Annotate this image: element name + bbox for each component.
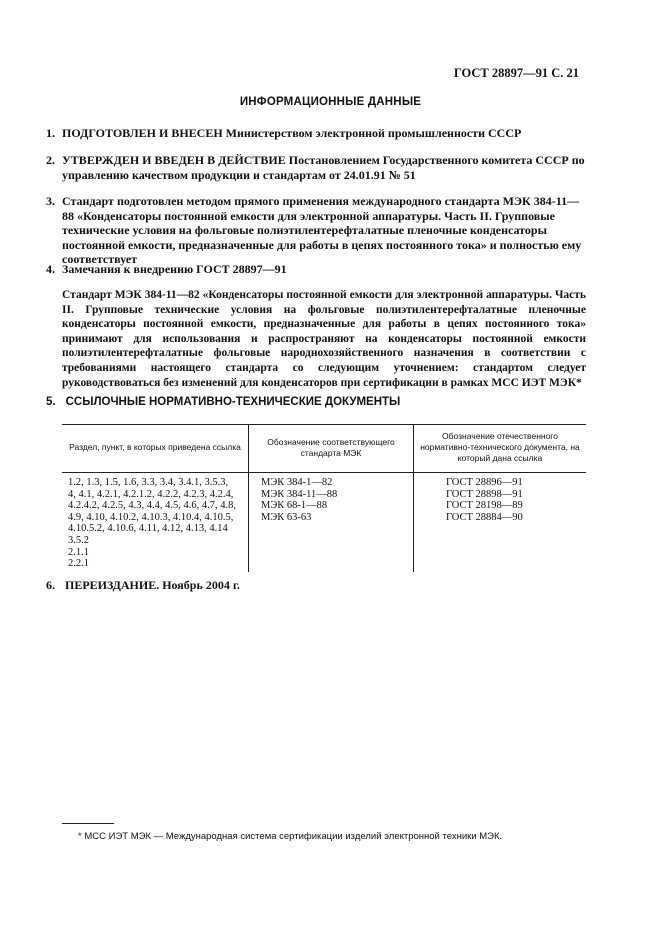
iec-refs-cell xyxy=(249,473,414,572)
item-text: Замечания к внедрению ГОСТ 28897—91 xyxy=(62,262,287,276)
table-cell-line: 2.1.1 xyxy=(68,546,89,558)
section-5-heading xyxy=(46,396,400,408)
item-number: 1. xyxy=(46,126,55,140)
column-header-gost: Обозначение отечественного нормативно-технического документа, на который дана ссылка xyxy=(414,425,587,473)
iec-ref: МЭК 63-63 xyxy=(261,511,312,523)
section-number: 5. xyxy=(46,396,56,408)
section-title: ССЫЛОЧНЫЕ НОРМАТИВНО-ТЕХНИЧЕСКИЕ ДОКУМЕНТЫ xyxy=(65,396,401,408)
section-6 xyxy=(46,578,240,593)
table-cell-line: 4, 4.1, 4.2.1, 4.2.1.2, 4.2.2, 4.2.3, 4.2.4, xyxy=(68,488,234,500)
column-header-section: Раздел, пункт, в которых приведена ссылка xyxy=(62,425,249,473)
item-number: 2. xyxy=(46,153,55,167)
info-item-1 xyxy=(46,126,586,141)
section-6-text: ПЕРЕИЗДАНИЕ. Ноябрь 2004 г. xyxy=(65,578,240,592)
table-cell-line: 4.10.5.2, 4.10.6, 4.11, 4.12, 4.13, 4.14 xyxy=(68,523,228,535)
page-header: ГОСТ 28897—91 С. 21 xyxy=(453,66,579,80)
iec-ref: МЭК 384-11—88 xyxy=(261,488,338,500)
item-text: Стандарт подготовлен методом прямого применения международного стандарта МЭК 384-11—88 «Конденсаторы постоянной емкости для электронной аппаратуры. Часть II. Групповые технические условия на фольговые полиэтилентерефталатные пленочные конденсаторы постоянной емкости, предназначенные для работы в цепях постоянного тока» и полностью ему соответствует xyxy=(62,194,582,266)
table-header-row xyxy=(62,425,586,473)
table-cell-line: 3.5.2 xyxy=(68,534,89,546)
info-item-2 xyxy=(46,153,586,182)
table-cell-line: 1.2, 1.3, 1.5, 1.6, 3.3, 3.4, 3.4.1, 3.5.3, xyxy=(68,477,229,488)
table-cell-line: 4.9, 4.10, 4.10.2, 4.10.3, 4.10.4, 4.10.5, xyxy=(68,511,234,523)
footnote-divider xyxy=(62,823,114,824)
info-item-3 xyxy=(46,194,586,267)
item-text: ПОДГОТОВЛЕН И ВНЕСЕН Министерством электронной промышленности СССР xyxy=(62,126,522,140)
table-row xyxy=(62,473,586,572)
iec-ref: МЭК 68-1—88 xyxy=(261,500,328,512)
gost-ref: ГОСТ 28896—91 xyxy=(446,477,523,488)
gost-ref: ГОСТ 28198—89 xyxy=(446,500,523,512)
implementation-note: Стандарт МЭК 384-11—82 «Конденсаторы постоянной емкости для электронной аппаратуры. Часть II. Групповые технические условия на фольговые полиэтилентерефталатные пленочные конденсаторы постоянной емкости, предназначенные для работы в цепях постоянного тока» принимают для использования и распространяют на конденсаторы постоянной емкости полиэтилентерефталатные фольговые народнохозяйственного назначения в соответствии с требованиями настоящего стандарта со следующим уточнением: стандартом следует руководствоваться без изменений для конденсаторов при сертификации в рамках МСС ИЭТ МЭК* xyxy=(62,289,586,389)
sections-cell xyxy=(62,473,249,572)
column-header-iec: Обозначение соответствующего стандарта МЭК xyxy=(249,425,414,473)
gost-ref: ГОСТ 28898—91 xyxy=(446,488,523,500)
item-number: 3. xyxy=(46,194,55,208)
footnote: * МСС ИЭТ МЭК — Международная система сертификации изделий электронной техники МЭК. xyxy=(78,831,503,842)
references-table xyxy=(62,424,586,572)
iec-ref: МЭК 384-1—82 xyxy=(261,477,333,488)
table-cell-line: 2.2.1 xyxy=(68,558,89,570)
item-text: УТВЕРЖДЕН И ВВЕДЕН В ДЕЙСТВИЕ Постановлением Государственного комитета СССР по управлению качеством продукции и стандартам от 24.01.91 № 51 xyxy=(62,153,585,182)
item-number: 4. xyxy=(46,262,55,276)
section-number: 6. xyxy=(46,578,55,592)
gost-ref: ГОСТ 28884—90 xyxy=(446,511,523,523)
info-item-4 xyxy=(46,262,586,277)
document-title: ИНФОРМАЦИОННЫЕ ДАННЫЕ xyxy=(239,96,422,108)
table-cell-line: 4.2.4.2, 4.2.5, 4.3, 4.4, 4.5, 4.6, 4.7, 4.8, xyxy=(68,500,236,512)
gost-refs-cell xyxy=(414,473,587,572)
